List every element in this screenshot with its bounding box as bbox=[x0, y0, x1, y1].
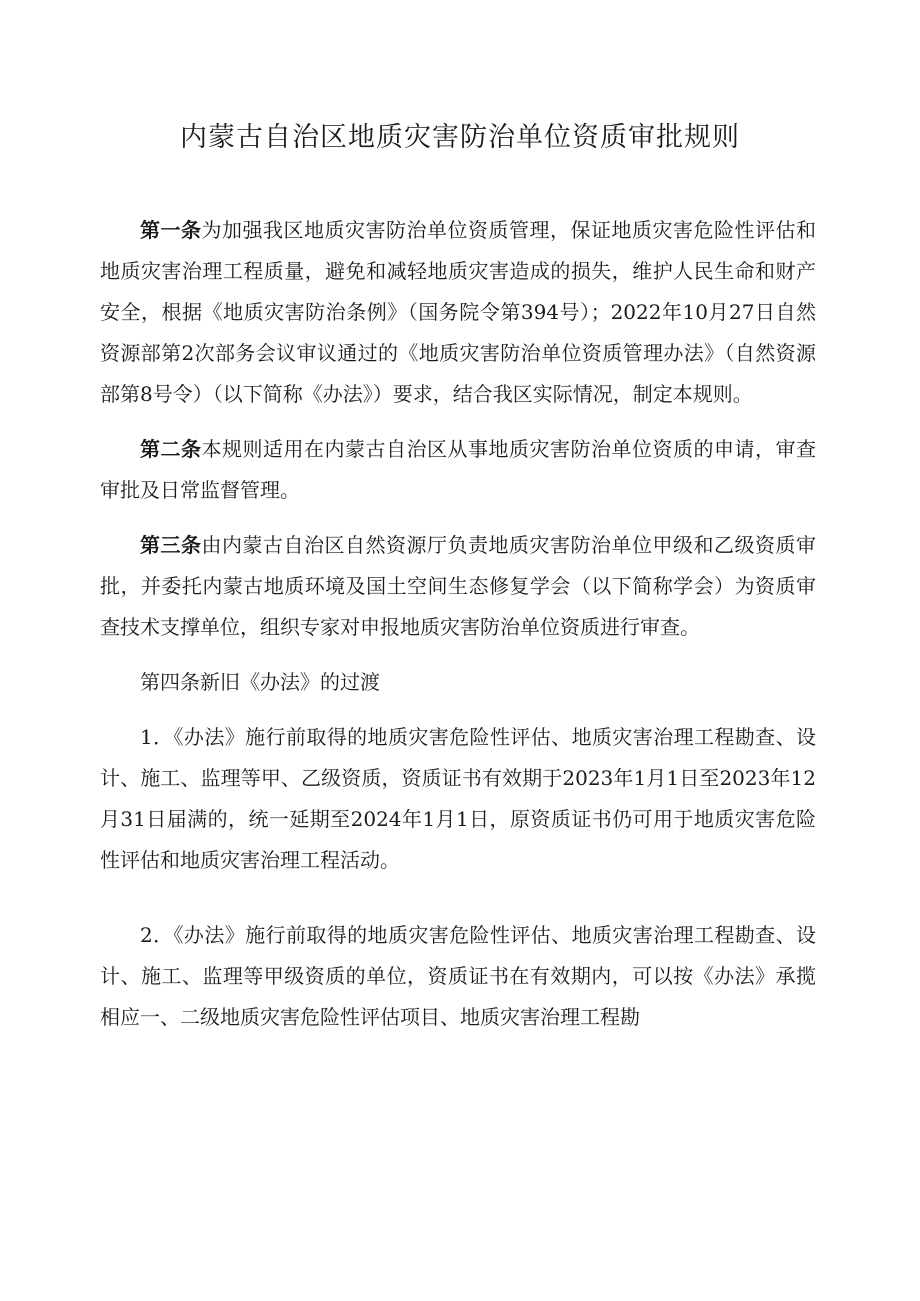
article-1-text: 为加强我区地质灾害防治单位资质管理，保证地质灾害危险性评估和地质灾害治理工程质量，避免和减轻地质灾害造成的损失，维护人民生命和财产安全，根据《地质灾害防治条例》（国务院令第394号）；2022年10月27日自然资源部第2次部务会议审议通过的《地质灾害防治单位资质管理办法》（自然资源部第8号令）（以下简称《办法》）要求，结合我区实际情况，制定本规则。 bbox=[100, 218, 816, 406]
document-body bbox=[100, 210, 816, 1052]
article-2 bbox=[100, 429, 816, 511]
article-2-label: 第二条 bbox=[140, 437, 202, 461]
article-4-item-1: 1．《办法》施行前取得的地质灾害危险性评估、地质灾害治理工程勘查、设计、施工、监理等甲、乙级资质，资质证书有效期于2023年1月1日至2023年12月31日届满的，统一延期至2024年1月1日，原资质证书仍可用于地质灾害危险性评估和地质灾害治理工程活动。 bbox=[100, 725, 816, 872]
article-3 bbox=[100, 525, 816, 648]
article-2-text: 本规则适用在内蒙古自治区从事地质灾害防治单位资质的申请，审查审批及日常监督管理。 bbox=[100, 437, 816, 502]
article-4-heading: 第四条新旧《办法》的过渡 bbox=[140, 670, 380, 694]
article-3-text: 由内蒙古自治区自然资源厅负责地质灾害防治单位甲级和乙级资质审批，并委托内蒙古地质环境及国土空间生态修复学会（以下简称学会）为资质审查技术支撑单位，组织专家对申报地质灾害防治单位资质进行审查。 bbox=[100, 533, 816, 639]
document-title: 内蒙古自治区地质灾害防治单位资质审批规则 bbox=[180, 122, 740, 153]
article-3-label: 第三条 bbox=[140, 533, 202, 557]
article-1-label: 第一条 bbox=[140, 218, 202, 242]
article-1 bbox=[100, 210, 816, 415]
article-4-item-2: 2．《办法》施行前取得的地质灾害危险性评估、地质灾害治理工程勘查、设计、施工、监理等甲级资质的单位，资质证书在有效期内，可以按《办法》承揽相应一、二级地质灾害危险性评估项目、地质灾害治理工程勘 bbox=[100, 923, 816, 1029]
